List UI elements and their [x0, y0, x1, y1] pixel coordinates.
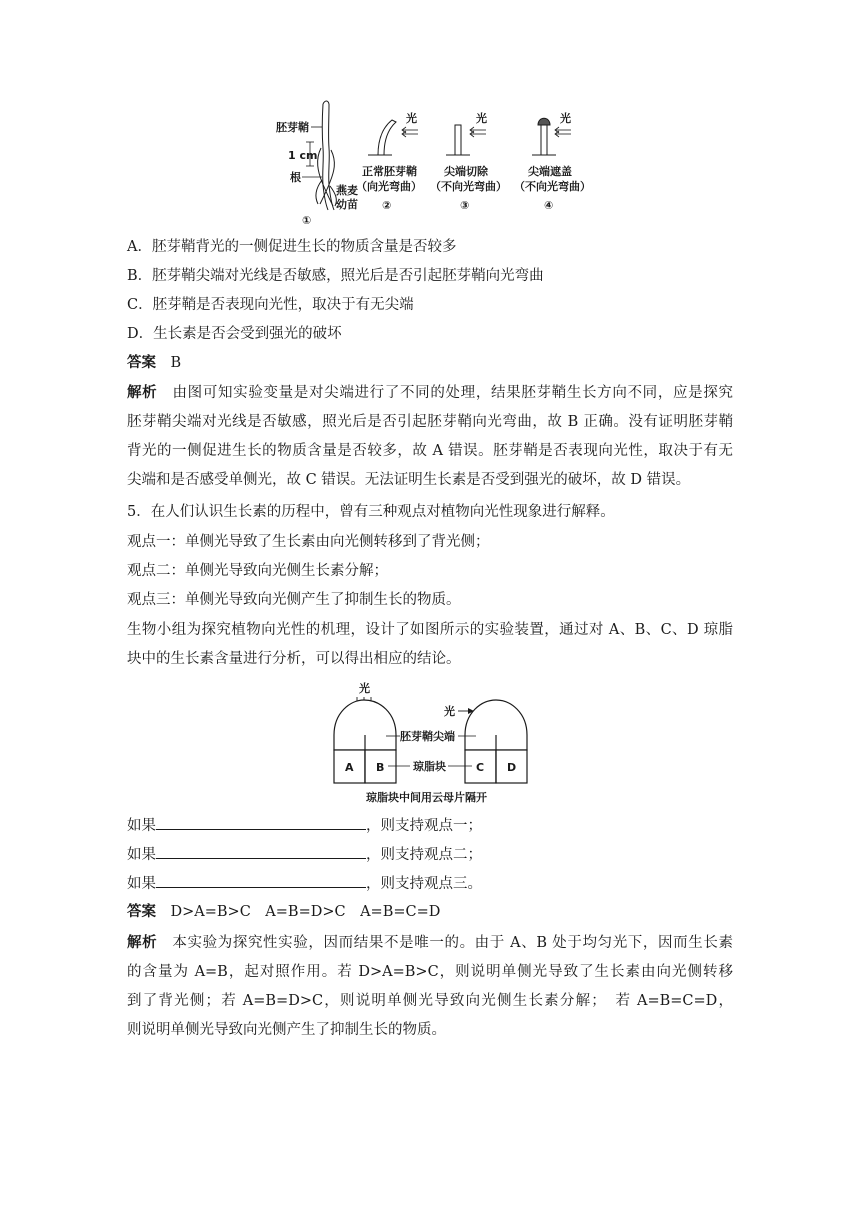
- cover-sub-label: （不向光弯曲）: [514, 180, 591, 193]
- figure-number-1: ①: [302, 214, 312, 227]
- q4-analysis-line-4: 尖端和是否感受单侧光，故 C 错误。无法证明生长素是否受到强光的破坏，故 D 错误。: [127, 472, 691, 488]
- tip-cap: [538, 118, 550, 125]
- side-light-label: 光: [444, 705, 455, 718]
- figure-number-4: ④: [544, 199, 554, 212]
- option-d: D．生长素是否会受到强光的破坏: [127, 326, 342, 342]
- coleoptile-label: 胚芽鞘: [276, 121, 309, 134]
- q5-analysis-line-4: 则说明单侧光导致向光侧产生了抑制生长的物质。: [127, 1022, 446, 1038]
- view-2: 观点二：单侧光导致向光侧生长素分解；: [127, 563, 388, 579]
- agar-block-figure: [0, 675, 860, 815]
- option-a: A．胚芽鞘背光的一侧促进生长的物质含量是否较多: [127, 239, 457, 255]
- q5-analysis-line-1: [127, 933, 733, 953]
- analysis-text: 本实验为探究性实验，因而结果不是唯一的。由于 A、B 处于均匀光下，因而生长素: [172, 935, 734, 951]
- q4-analysis-line-1: [127, 383, 733, 403]
- q5-answer: [127, 902, 440, 922]
- answer-value: D>A=B>C A=B=D>C A=B=C=D: [170, 904, 441, 920]
- answer-label: 答案: [127, 354, 156, 371]
- fill-line-1: [127, 815, 482, 836]
- one-cm-label: 1 cm: [288, 149, 318, 162]
- seedling-label: 幼苗: [336, 198, 358, 211]
- q5-stem: 5．在人们认识生长素的历程中，曾有三种观点对植物向光性现象进行解释。: [127, 504, 615, 520]
- cut-sub-label: （不向光弯曲）: [430, 180, 507, 193]
- figure-number-2: ②: [382, 199, 392, 212]
- answer-value: B: [170, 355, 182, 371]
- label-a: A: [345, 761, 354, 774]
- option-c: C．胚芽鞘是否表现向光性，取决于有无尖端: [127, 297, 414, 313]
- q4-analysis-line-2: 胚芽鞘尖端对光线是否敏感，照光后是否引起胚芽鞘向光弯曲，故 B 正确。没有证明胚芽鞘: [127, 414, 733, 430]
- coleoptile-figure: [0, 0, 860, 230]
- fill-prefix: 如果: [127, 847, 156, 863]
- covered-coleoptile: [541, 124, 547, 155]
- answer-blank[interactable]: [156, 844, 366, 859]
- figure-number-3: ③: [460, 199, 470, 212]
- analysis-text: 由图可知实验变量是对尖端进行了不同的处理，结果胚芽鞘生长方向不同，应是探究: [172, 385, 734, 401]
- fill-line-3: [127, 873, 482, 894]
- cut-coleoptile: [455, 125, 461, 155]
- answer-blank[interactable]: [156, 815, 366, 830]
- q4-answer: [127, 353, 181, 373]
- fill-line-2: [127, 844, 482, 865]
- figure2-caption: 琼脂块中间用云母片隔开: [366, 791, 487, 804]
- light-label-4: 光: [560, 112, 571, 125]
- tip-label: 胚芽鞘尖端: [400, 730, 455, 743]
- oat-seedling-drawing: [316, 101, 336, 210]
- bent-coleoptile: [378, 120, 396, 155]
- label-b: B: [376, 761, 385, 774]
- q5-analysis-line-2: 的含量为 A=B，起对照作用。若 D>A=B>C，则说明单侧光导致了生长素由向光侧转移: [127, 964, 733, 980]
- analysis-label: 解析: [127, 934, 158, 951]
- light-label-3: 光: [476, 112, 487, 125]
- cut-label: 尖端切除: [444, 165, 488, 178]
- fill-suffix: ，则支持观点三。: [366, 876, 482, 892]
- option-b: B．胚芽鞘尖端对光线是否敏感，照光后是否引起胚芽鞘向光弯曲: [127, 268, 544, 284]
- fill-prefix: 如果: [127, 876, 156, 892]
- cover-label: 尖端遮盖: [528, 165, 572, 178]
- fill-prefix: 如果: [127, 818, 156, 834]
- analysis-label: 解析: [127, 384, 158, 401]
- light-label-2: 光: [406, 112, 417, 125]
- view-1: 观点一：单侧光导致了生长素由向光侧转移到了背光侧；: [127, 534, 490, 550]
- design-line-2: 块中的生长素含量进行分析，可以得出相应的结论。: [127, 651, 461, 667]
- q5-analysis-line-3: 到了背光侧；若 A=B=D>C，则说明单侧光导致向光侧生长素分解； 若 A=B=C=D，: [127, 993, 733, 1009]
- q4-analysis-line-3: 背光的一侧促进生长的物质含量是否较多，故 A 错误。胚芽鞘是否表现向光性，取决于有无: [127, 443, 733, 459]
- normal-sub-label: （向光弯曲）: [356, 180, 422, 193]
- design-line-1: 生物小组为探究植物向光性的机理，设计了如图所示的实验装置，通过对 A、B、C、D 琼脂: [127, 622, 733, 638]
- fill-suffix: ，则支持观点二；: [366, 847, 482, 863]
- normal-label: 正常胚芽鞘: [362, 165, 417, 178]
- label-d: D: [507, 761, 517, 774]
- answer-label: 答案: [127, 903, 156, 920]
- label-c: C: [476, 761, 485, 774]
- view-3: 观点三：单侧光导致向光侧产生了抑制生长的物质。: [127, 592, 461, 608]
- agar-label: 琼脂块: [413, 760, 446, 773]
- root-label: 根: [290, 171, 301, 184]
- top-light-label: 光: [359, 682, 370, 695]
- answer-blank[interactable]: [156, 873, 366, 888]
- fill-suffix: ，则支持观点一；: [366, 818, 482, 834]
- oat-label: 燕麦: [336, 184, 358, 197]
